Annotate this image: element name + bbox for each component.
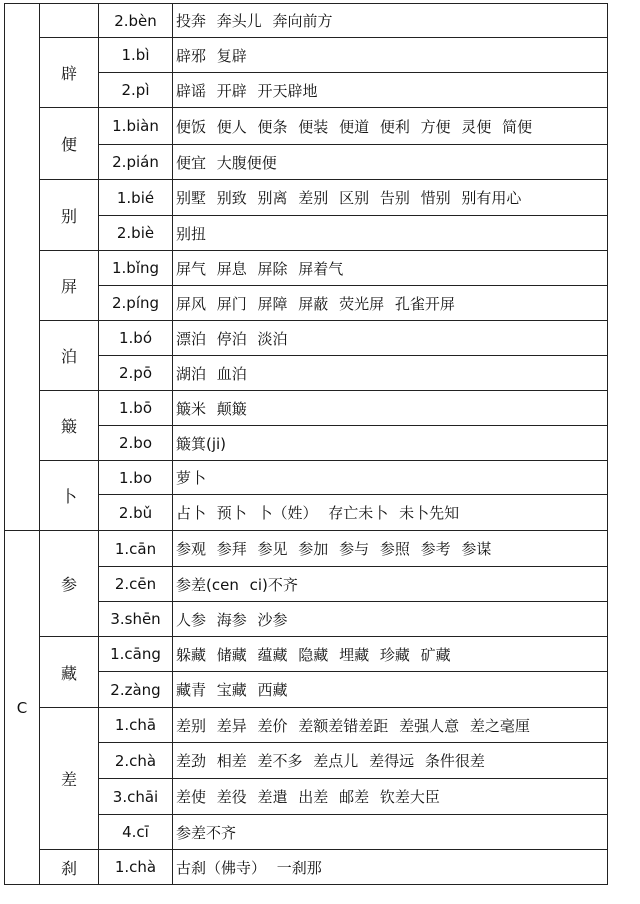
pinyin-cell: 3.shēn <box>99 602 173 637</box>
pinyin-cell: 1.chà <box>99 850 173 885</box>
pinyin-cell: 1.biàn <box>99 108 173 145</box>
pinyin-cell: 1.cān <box>99 531 173 567</box>
character-cell <box>40 4 99 38</box>
character-cell: 差 <box>40 708 99 850</box>
section-letter <box>5 4 40 531</box>
example-words-cell: 别墅 别致 别离 差别 区别 告别 惜别 别有用心 <box>173 180 608 216</box>
pinyin-cell: 4.cī <box>99 815 173 850</box>
pinyin-cell: 2.chà <box>99 743 173 779</box>
table-row <box>5 391 608 426</box>
table-row <box>5 251 608 286</box>
example-words-cell: 屏风 屏门 屏障 屏蔽 荧光屏 孔雀开屏 <box>173 286 608 321</box>
section-letter: C <box>5 531 40 885</box>
polyphonic-character-table <box>4 3 608 885</box>
table-row <box>5 38 608 73</box>
character-cell: 泊 <box>40 321 99 391</box>
character-cell: 屏 <box>40 251 99 321</box>
character-cell: 参 <box>40 531 99 637</box>
pinyin-cell: 1.cāng <box>99 637 173 672</box>
example-words-cell: 簸箕(ji) <box>173 426 608 461</box>
pinyin-cell: 1.chā <box>99 708 173 743</box>
table-row <box>5 180 608 216</box>
pinyin-cell: 2.pián <box>99 145 173 180</box>
example-words-cell: 差使 差役 差遣 出差 邮差 钦差大臣 <box>173 779 608 815</box>
table-row <box>5 4 608 38</box>
character-cell: 便 <box>40 108 99 180</box>
example-words-cell: 古刹（佛寺） 一刹那 <box>173 850 608 885</box>
example-words-cell: 躲藏 储藏 蕴藏 隐藏 埋藏 珍藏 矿藏 <box>173 637 608 672</box>
example-words-cell: 参差(cen ci)不齐 <box>173 567 608 602</box>
character-cell: 卜 <box>40 461 99 531</box>
pinyin-cell: 1.bì <box>99 38 173 73</box>
example-words-cell: 屏气 屏息 屏除 屏着气 <box>173 251 608 286</box>
table-row <box>5 708 608 743</box>
pinyin-cell: 2.bèn <box>99 4 173 38</box>
example-words-cell: 漂泊 停泊 淡泊 <box>173 321 608 356</box>
example-words-cell: 参观 参拜 参见 参加 参与 参照 参考 参谋 <box>173 531 608 567</box>
character-cell: 簸 <box>40 391 99 461</box>
table-row <box>5 531 608 567</box>
pinyin-cell: 1.bó <box>99 321 173 356</box>
example-words-cell: 便饭 便人 便条 便装 便道 便利 方便 灵便 简便 <box>173 108 608 145</box>
pinyin-cell: 2.pō <box>99 356 173 391</box>
character-cell: 辟 <box>40 38 99 108</box>
pinyin-cell: 1.bǐng <box>99 251 173 286</box>
pinyin-cell: 2.biè <box>99 216 173 251</box>
table-row <box>5 321 608 356</box>
example-words-cell: 占卜 预卜 卜（姓） 存亡未卜 未卜先知 <box>173 495 608 531</box>
example-words-cell: 参差不齐 <box>173 815 608 850</box>
example-words-cell: 湖泊 血泊 <box>173 356 608 391</box>
table-row <box>5 461 608 495</box>
character-cell: 刹 <box>40 850 99 885</box>
pinyin-cell: 2.bǔ <box>99 495 173 531</box>
table-row <box>5 850 608 885</box>
example-words-cell: 簸米 颠簸 <box>173 391 608 426</box>
table-row <box>5 637 608 672</box>
table-row <box>5 108 608 145</box>
example-words-cell: 别扭 <box>173 216 608 251</box>
pinyin-cell: 1.bié <box>99 180 173 216</box>
pinyin-cell: 1.bō <box>99 391 173 426</box>
example-words-cell: 差劲 相差 差不多 差点儿 差得远 条件很差 <box>173 743 608 779</box>
example-words-cell: 投奔 奔头儿 奔向前方 <box>173 4 608 38</box>
table-body <box>5 4 608 885</box>
pinyin-cell: 2.pì <box>99 73 173 108</box>
pinyin-cell: 3.chāi <box>99 779 173 815</box>
example-words-cell: 差别 差异 差价 差额差错差距 差强人意 差之毫厘 <box>173 708 608 743</box>
pinyin-cell: 1.bo <box>99 461 173 495</box>
character-cell: 藏 <box>40 637 99 708</box>
pinyin-cell: 2.zàng <box>99 672 173 708</box>
pinyin-cell: 2.cēn <box>99 567 173 602</box>
example-words-cell: 人参 海参 沙参 <box>173 602 608 637</box>
example-words-cell: 萝卜 <box>173 461 608 495</box>
character-cell: 别 <box>40 180 99 251</box>
example-words-cell: 辟谣 开辟 开天辟地 <box>173 73 608 108</box>
example-words-cell: 藏青 宝藏 西藏 <box>173 672 608 708</box>
pinyin-cell: 2.bo <box>99 426 173 461</box>
pinyin-cell: 2.píng <box>99 286 173 321</box>
example-words-cell: 辟邪 复辟 <box>173 38 608 73</box>
example-words-cell: 便宜 大腹便便 <box>173 145 608 180</box>
